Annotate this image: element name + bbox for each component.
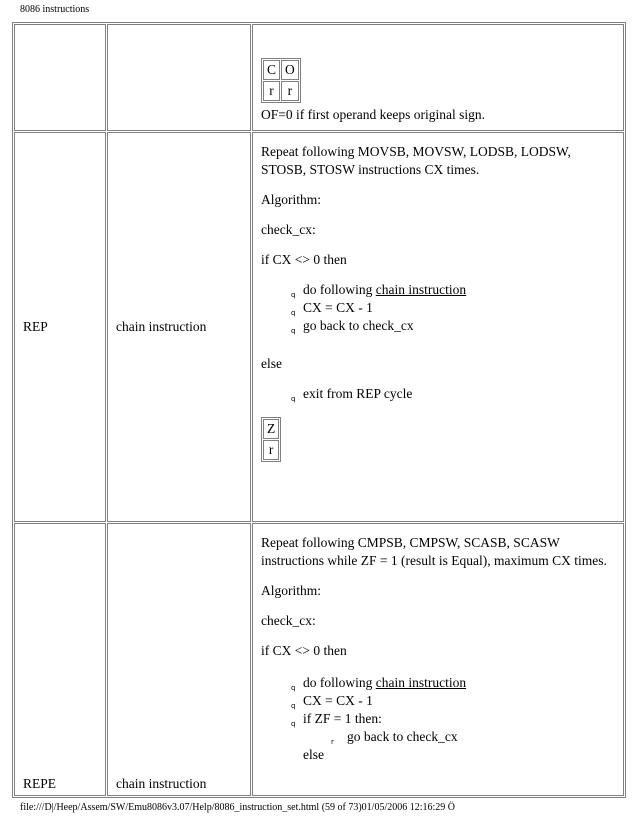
mnemonic-cell: REPE	[14, 523, 106, 796]
algorithm-steps	[261, 281, 615, 335]
bullet-icon: q	[291, 702, 296, 710]
chain-instruction-link[interactable]: chain instruction	[375, 282, 467, 297]
list-item: q do following chain instruction	[291, 674, 615, 692]
flag-name: C	[263, 60, 280, 80]
bullet-icon: q	[291, 395, 296, 403]
flag-value: r	[263, 440, 279, 460]
operand-cell	[107, 24, 251, 131]
table-row	[14, 132, 624, 522]
list-item: q do following chain instruction	[291, 281, 615, 299]
instruction-description: Repeat following CMPSB, CMPSW, SCASB, SCASW instructions while ZF = 1 (result is Equal), maximum CX times.	[261, 535, 607, 568]
list-item: q if ZF = 1 then: r go back to check_cx	[291, 710, 615, 746]
flags-table	[261, 417, 281, 462]
else-label: else	[261, 356, 282, 371]
bullet-icon: q	[291, 309, 296, 317]
page-footer: file:///D|/Heep/Assem/SW/Emu8086v3.07/Help/8086_instruction_set.html (59 of 73)01/05/2006 12:16:29 Ö	[20, 802, 456, 813]
flag-name: Z	[263, 419, 279, 439]
list-item: q CX = CX - 1	[291, 692, 615, 710]
table-row	[14, 24, 624, 131]
nested-steps	[303, 728, 615, 746]
table-row	[14, 523, 624, 796]
bullet-icon: q	[291, 720, 296, 728]
operand-cell: chain instruction	[107, 132, 251, 522]
bullet-icon: r	[331, 738, 334, 746]
description-cell	[252, 523, 624, 796]
flag-value: r	[263, 81, 280, 101]
bullet-icon: q	[291, 327, 296, 335]
description-cell	[252, 132, 624, 522]
instruction-table	[12, 22, 626, 798]
bullet-icon: q	[291, 684, 296, 692]
flag-name: O	[281, 60, 299, 80]
mnemonic-cell	[14, 24, 106, 131]
flag-note: OF=0 if first operand keeps original sign.	[261, 107, 485, 122]
list-item: q exit from REP cycle	[291, 385, 615, 403]
algorithm-label: Algorithm:	[261, 192, 321, 207]
page-header: 8086 instructions	[20, 4, 90, 15]
list-item: q go back to check_cx	[291, 317, 615, 335]
algorithm-condition: if CX <> 0 then	[261, 643, 347, 658]
description-cell	[252, 24, 624, 131]
else-label: else	[303, 747, 324, 762]
else-steps	[261, 385, 615, 403]
bullet-icon: q	[291, 291, 296, 299]
algorithm-label-check: check_cx:	[261, 613, 316, 628]
list-item: q CX = CX - 1	[291, 299, 615, 317]
list-item: r go back to check_cx	[331, 728, 615, 746]
instruction-description: Repeat following MOVSB, MOVSW, LODSB, LODSW, STOSB, STOSW instructions CX times.	[261, 144, 571, 177]
operand-cell: chain instruction	[107, 523, 251, 796]
flags-table	[261, 58, 301, 103]
flag-value: r	[281, 81, 299, 101]
mnemonic-cell: REP	[14, 132, 106, 522]
algorithm-label-check: check_cx:	[261, 222, 316, 237]
algorithm-condition: if CX <> 0 then	[261, 252, 347, 267]
chain-instruction-link[interactable]: chain instruction	[375, 675, 467, 690]
algorithm-label: Algorithm:	[261, 583, 321, 598]
algorithm-steps	[261, 674, 615, 746]
